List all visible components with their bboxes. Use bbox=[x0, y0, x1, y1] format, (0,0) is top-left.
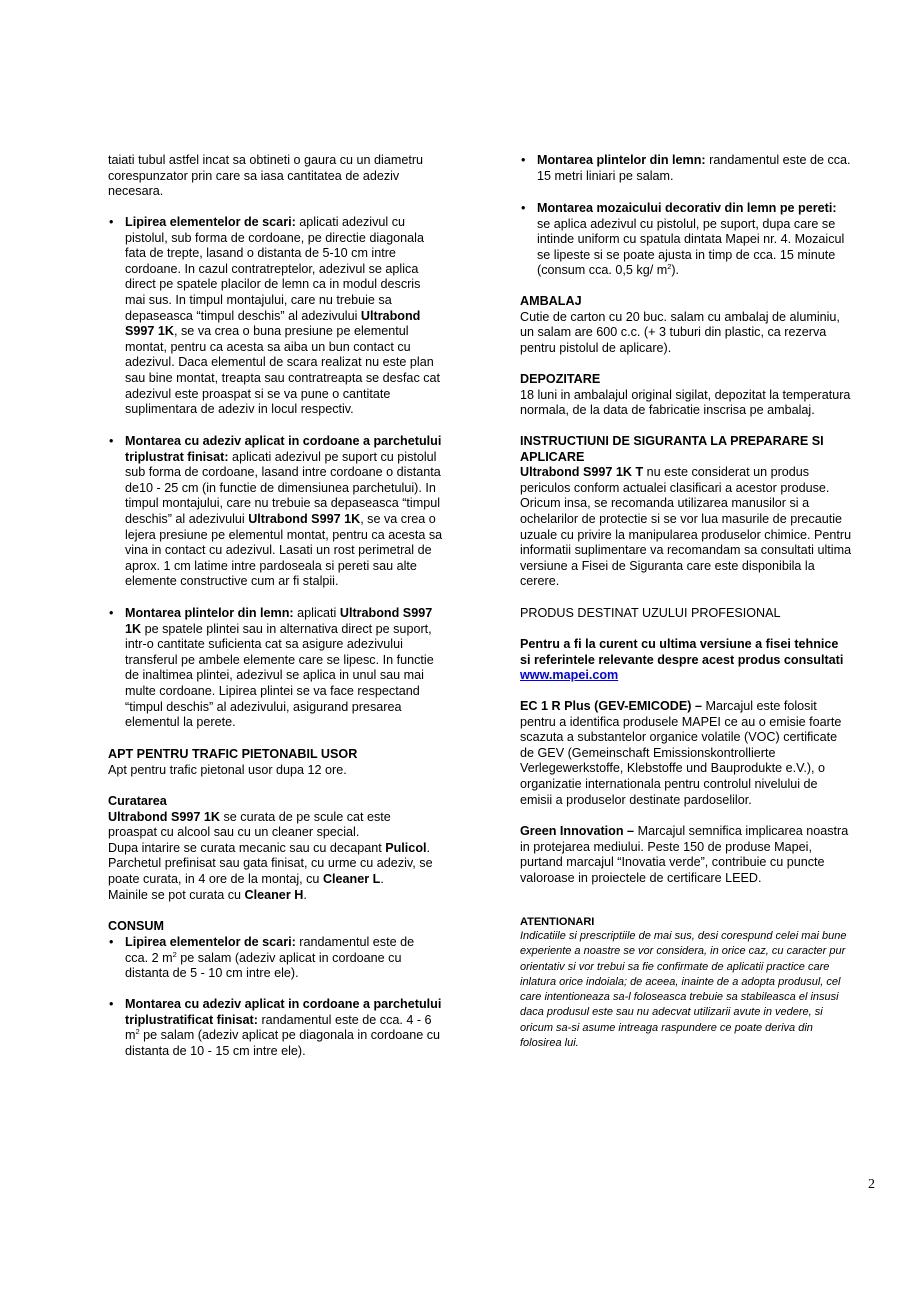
section-text: 18 luni in ambalajul original sigilat, depozitat la temperatura normala, de la data de fabricatie inscrisa pe ambalaj. bbox=[520, 387, 851, 418]
bullet-text: , se va crea o buna presiune pe elementul montat, pentru ca acesta sa aiba un bun contact cu adezivul. Daca elementul de scara realizat nu este plan sau bine montat, treapta sau contratreapta se desfac cat adezivul este proaspat si se va pune o cantitate suplimentara de adeziv in locul respectiv. bbox=[125, 324, 441, 417]
update-text: Pentru a fi la curent cu ultima versiune a fisei tehnice si referintele relevante despre acest produs consultati bbox=[520, 637, 844, 667]
ambalaj-section bbox=[520, 294, 890, 356]
bullet-icon: • bbox=[109, 935, 114, 949]
bullet-text: aplicati bbox=[293, 606, 340, 620]
warnings-heading: ATENTIONARI bbox=[520, 916, 595, 928]
bullet-text: ). bbox=[671, 263, 680, 278]
bullet-title: Montarea plintelor din lemn: bbox=[537, 153, 706, 167]
bullet-text: pe salam (adeziv aplicat pe diagonala in cordoane cu distanta de 10 - 15 cm intre ele). bbox=[125, 1028, 441, 1058]
consum-bullet-mosaic bbox=[520, 201, 907, 279]
bullet-title: Lipirea elementelor de scari: bbox=[125, 215, 296, 229]
application-bullet-stairs bbox=[108, 215, 495, 418]
section-text: . bbox=[303, 887, 307, 902]
update-note bbox=[520, 637, 890, 684]
ec1-section bbox=[520, 699, 890, 808]
cleaning-section bbox=[108, 794, 478, 903]
product-name: Cleaner H bbox=[244, 887, 304, 902]
product-name: Cleaner L bbox=[322, 871, 381, 886]
section-heading: DEPOZITARE bbox=[520, 372, 601, 386]
consum-heading bbox=[108, 919, 478, 935]
bullet-text: , se va crea o lejera presiune pe elementul montat, pentru ca acesta sa vina in contact cu adezivul. Lasati un rost perimetral de aprox. 1 cm latime intre pardoseala si pereti sau alte elemente constructive cum ar fi stalpii. bbox=[125, 511, 443, 589]
green-title: Green Innovation – bbox=[520, 824, 635, 838]
bullet-icon: • bbox=[109, 606, 114, 620]
safety-section bbox=[520, 434, 890, 590]
consum-bullet-skirting bbox=[520, 153, 907, 184]
green-innovation-section bbox=[520, 824, 890, 886]
bullet-title: Montarea cu adeziv aplicat in cordoane a parchetului triplustrat finisat: bbox=[125, 434, 442, 464]
page-number: 2 bbox=[868, 1177, 875, 1192]
bullet-icon: • bbox=[109, 215, 114, 229]
section-heading: APT PENTRU TRAFIC PIETONABIL USOR bbox=[108, 747, 358, 761]
bullet-title: Montarea plintelor din lemn: bbox=[125, 606, 294, 620]
bullet-icon: • bbox=[521, 201, 526, 215]
consum-bullet-parquet bbox=[108, 997, 495, 1059]
product-name: Ultrabond S997 1K T bbox=[520, 465, 644, 480]
bullet-text: randamentul este de cca. 4 - 6 m bbox=[125, 1012, 432, 1043]
bullet-text: randamentul este de cca. 2 m bbox=[125, 935, 415, 965]
product-name: Ultrabond S997 1K bbox=[248, 511, 361, 526]
product-name: Ultrabond S997 1K bbox=[125, 606, 433, 636]
bullet-text: pe salam (adeziv aplicat in cordoane cu distanta de 5 - 10 cm intre ele). bbox=[125, 950, 402, 981]
bullet-text: aplicati adezivul cu pistolul, sub forma de cordoane, pe directie diagonala fata de trepte, lasand o distanta de 5-10 cm intre cordoane. In cazul contratreptelor, adezivul se aplica direct pe spatele placilor de lemn ca in modul descris mai sus. In timpul montajului, care nu trebuie sa depaseasca “timpul deschis” al adezivului bbox=[125, 215, 424, 323]
bullet-title: Montarea mozaicului decorativ din lemn pe pereti: bbox=[537, 201, 837, 215]
section-text: se curata de pe scule cat este proaspat cu alcool sau cu un cleaner special. Dupa intarire se curata mecanic sau cu decapant bbox=[108, 809, 391, 855]
section-text: . Mainile se pot curata cu bbox=[108, 871, 384, 902]
consum-bullet-stairs bbox=[108, 935, 495, 982]
traffic-section bbox=[108, 747, 478, 778]
section-text: Apt pentru trafic pietonal usor dupa 12 ore. bbox=[108, 762, 347, 777]
section-text: Marcajul este folosit pentru a identifica produsele MAPEI ce au o emisie foarte scazuta a substantelor organice volatile (VOC) certificate de GEV (Gemeinschaft Emissionskontrollierte Verlegewerkstoffe, Klebstoffe und Bauprodukte e.V.), o organizatie internationala pentru controlul nivelului de emisii a produselor destinate pardoselilor. bbox=[520, 699, 842, 807]
product-name: Ultrabond S997 1K bbox=[108, 809, 220, 824]
bullet-text: pe spatele plintei sau in alternativa direct pe suport, intr-o cantitate suficienta cat sa asigure adezivului transferul pe ambele elemente care se lipesc. In functie de inaltimea plintei, adezivul se aplica in unul sau mai multe cordoane. Lipirea plintei se va face respectand “timpul deschis” al adezivului, asigurand presarea elementul la perete. bbox=[125, 621, 434, 730]
professional-use-note: PRODUS DESTINAT UZULUI PROFESIONAL bbox=[520, 606, 781, 620]
bullet-text: aplicati adezivul pe suport cu pistolul sub forma de cordoane, lasand intre cordoane o distanta de10 - 25 cm (in functie de dimensiunea parchetului). In timpul montajului, care nu trebuie sa depaseasca “timpul deschis” al adezivului bbox=[125, 449, 441, 526]
section-heading: INSTRUCTIUNI DE SIGURANTA LA PREPARARE SI APLICARE bbox=[520, 434, 824, 464]
warnings-section bbox=[520, 915, 890, 1051]
application-bullet-skirting bbox=[108, 606, 495, 731]
bullet-title: Lipirea elementelor de scari: bbox=[125, 935, 296, 949]
bullet-icon: • bbox=[521, 153, 526, 167]
product-name: Pulicol bbox=[385, 840, 427, 855]
depozitare-section bbox=[520, 372, 890, 419]
superscript: 2 bbox=[172, 949, 177, 959]
section-text: Marcajul semnifica implicarea noastra in protejarea mediului. Peste 150 de produse Mapei, purtand marcajul “Inovatia verde”, contribuie cu puncte valoroase in proiectele de certificare LEED. bbox=[520, 824, 849, 885]
mapei-link[interactable]: www.mapei.com bbox=[520, 668, 619, 683]
section-text: nu este considerat un produs periculos conform actualei clasificari a acestor produse. Oricum insa, se recomanda utilizarea manusilor si a ochelarilor de protectie si se vor lua masurile de precautie uzuale cu privire la manipularea produselor chimice. Pentru informatii suplimentare va recomandam sa consultati ultima versiune a Fisei de Siguranta care este disponibila la cerere. bbox=[520, 465, 852, 589]
superscript: 2 bbox=[667, 262, 672, 272]
application-bullet-parquet bbox=[108, 434, 495, 590]
bullet-text: randamentul este de cca. 15 metri liniari pe salam. bbox=[537, 153, 851, 183]
ec1-title: EC 1 R Plus (GEV-EMICODE) – bbox=[520, 699, 702, 713]
warnings-text: Indicatiile si prescriptiile de mai sus, desi corespund celei mai bune experiente a noastre se vor considera, in orice caz, cu caracter pur orientativ si vor trebui sa fie confirmate de aplicatii practice care inlatura orice indoiala; de aceea, inainte de a adopta produsul, cel care intentioneaza sa-l foloseasca trebuie sa stabileasca el insusi daca produsul este sau nu adecvat utilizarii avute in vedere, si oricum sa-si asume intreaga raspundere ce poate deriva din folosirea lui. bbox=[520, 930, 847, 1050]
section-heading: CONSUM bbox=[108, 919, 164, 933]
section-heading: Curatarea bbox=[108, 794, 167, 808]
bullet-icon: • bbox=[109, 434, 114, 448]
section-heading: AMBALAJ bbox=[520, 294, 582, 308]
section-text: . Parchetul prefinisat sau gata finisat, cu urme cu adeziv, se poate curata, in 4 ore de la montaj, cu bbox=[108, 840, 433, 886]
bullet-text: se aplica adezivul cu pistolul, pe suport, dupa care se intinde uniform cu spatula dintata Mapei nr. 4. Mozaicul se lipeste si se poate ajusta in timp de cca. 15 minute (consum cca. 0,5 kg/ m bbox=[537, 216, 845, 278]
bullet-icon: • bbox=[109, 997, 114, 1011]
product-name: Ultrabond S997 1K bbox=[125, 308, 421, 339]
section-text: Cutie de carton cu 20 buc. salam cu ambalaj de aluminiu, un salam are 600 c.c. (+ 3 tuburi din plastic, ca rezerva pentru pistolul de aplicare). bbox=[520, 309, 840, 355]
superscript: 2 bbox=[135, 1027, 140, 1037]
intro-paragraph: taiati tubul astfel incat sa obtineti o gaura cu un diametru corespunzator prin care sa iasa cantitatea de adeziv necesara. bbox=[108, 153, 424, 199]
bullet-title: Montarea cu adeziv aplicat in cordoane a parchetului triplustratificat finisat: bbox=[125, 997, 442, 1027]
